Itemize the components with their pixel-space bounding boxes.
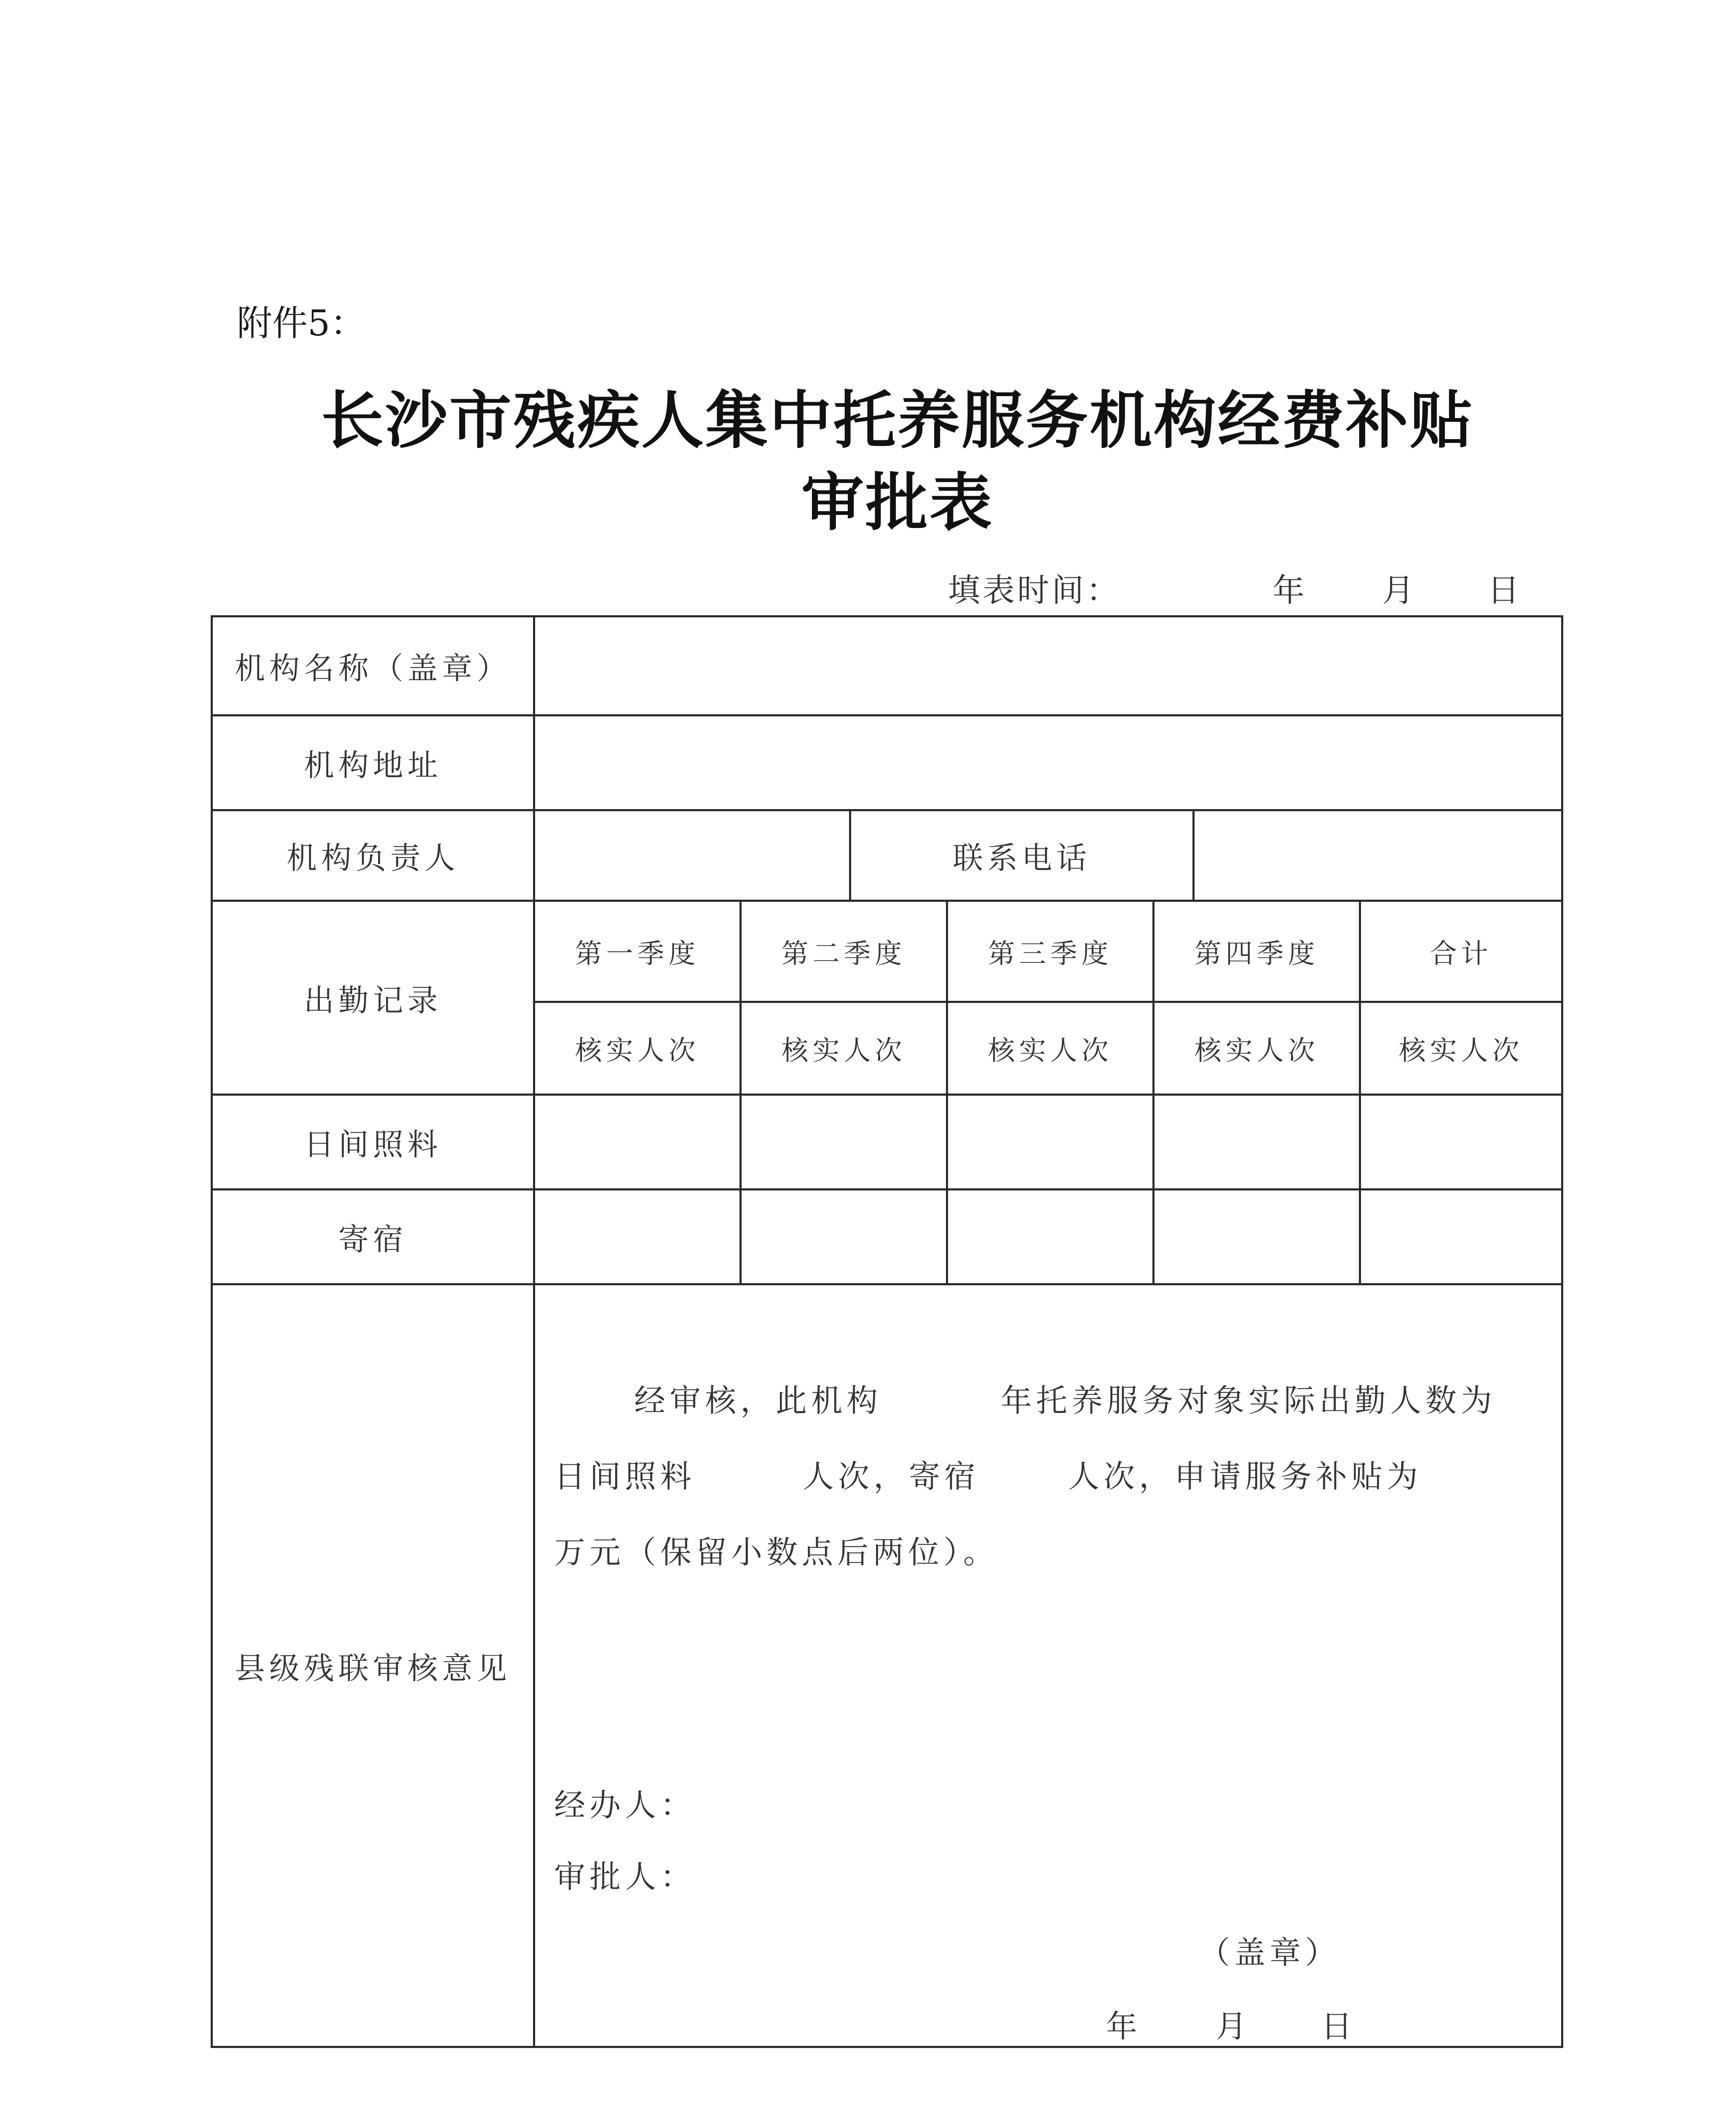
- opinion-line1-b: 年托养服务对象实际出勤人数为: [1001, 1383, 1496, 1419]
- quarter-3-header: 第三季度: [988, 938, 1113, 970]
- review-date-day: 日: [1321, 2008, 1356, 2045]
- boarding-q1-field[interactable]: [535, 1190, 739, 1283]
- fill-date-label: 填表时间：: [948, 571, 1121, 609]
- document-title-line2: 审批表: [801, 466, 994, 539]
- attachment-label: 附件5：: [237, 303, 366, 344]
- opinion-line2-c: 人次，申请服务补贴为: [1068, 1458, 1422, 1495]
- document-title-line1: 长沙市残疾人集中托养服务机构经费补贴: [321, 383, 1474, 457]
- review-date-month: 月: [1216, 2008, 1251, 2045]
- phone-label: 联系电话: [952, 840, 1091, 876]
- quarter-1-header: 第一季度: [575, 938, 700, 970]
- day-care-label: 日间照料: [303, 1127, 442, 1162]
- boarding-q4-field[interactable]: [1155, 1190, 1359, 1283]
- fill-date-day: 日: [1487, 571, 1522, 609]
- opinion-line2-b: 人次，寄宿: [803, 1458, 980, 1495]
- day-care-q2-field[interactable]: [742, 1096, 946, 1188]
- org-address-label: 机构地址: [303, 748, 442, 783]
- org-head-field[interactable]: [535, 811, 849, 900]
- day-care-q1-field[interactable]: [535, 1096, 739, 1188]
- verified-header: 核实人次: [988, 1035, 1113, 1067]
- review-label: 县级残联审核意见: [234, 1650, 511, 1686]
- org-name-field[interactable]: [535, 617, 1561, 714]
- boarding-total-field[interactable]: [1361, 1190, 1561, 1283]
- boarding-q2-field[interactable]: [742, 1190, 946, 1283]
- phone-field[interactable]: [1195, 811, 1561, 900]
- day-care-q3-field[interactable]: [948, 1096, 1152, 1188]
- attendance-label: 出勤记录: [303, 982, 442, 1018]
- handler-label: 经办人：: [554, 1787, 696, 1823]
- fill-date: [948, 565, 1522, 611]
- boarding-label: 寄宿: [338, 1222, 407, 1257]
- verified-header: 核实人次: [781, 1035, 906, 1067]
- day-care-q4-field[interactable]: [1155, 1096, 1359, 1188]
- review-date-year: 年: [1106, 2008, 1141, 2045]
- opinion-line2-a: 日间照料: [554, 1458, 696, 1495]
- verified-header: 核实人次: [575, 1035, 700, 1067]
- boarding-q3-field[interactable]: [948, 1190, 1152, 1283]
- approval-form-table: [211, 615, 1563, 2048]
- total-header: 合计: [1430, 938, 1492, 970]
- org-name-label: 机构名称（盖章）: [234, 651, 511, 686]
- fill-date-year: 年: [1273, 571, 1307, 609]
- opinion-line3: 万元（保留小数点后两位）。: [554, 1534, 999, 1571]
- seal-label: （盖章）: [1199, 1935, 1340, 1971]
- verified-header: 核实人次: [1194, 1035, 1319, 1067]
- quarter-2-header: 第二季度: [781, 938, 906, 970]
- approver-label: 审批人：: [554, 1859, 696, 1895]
- org-address-field[interactable]: [535, 716, 1561, 809]
- day-care-total-field[interactable]: [1361, 1096, 1561, 1188]
- opinion-line1-a: 经审核，此机构: [634, 1383, 882, 1419]
- verified-header: 核实人次: [1398, 1035, 1524, 1067]
- org-head-label: 机构负责人: [286, 840, 459, 876]
- fill-date-month: 月: [1382, 571, 1417, 609]
- quarter-4-header: 第四季度: [1194, 938, 1319, 970]
